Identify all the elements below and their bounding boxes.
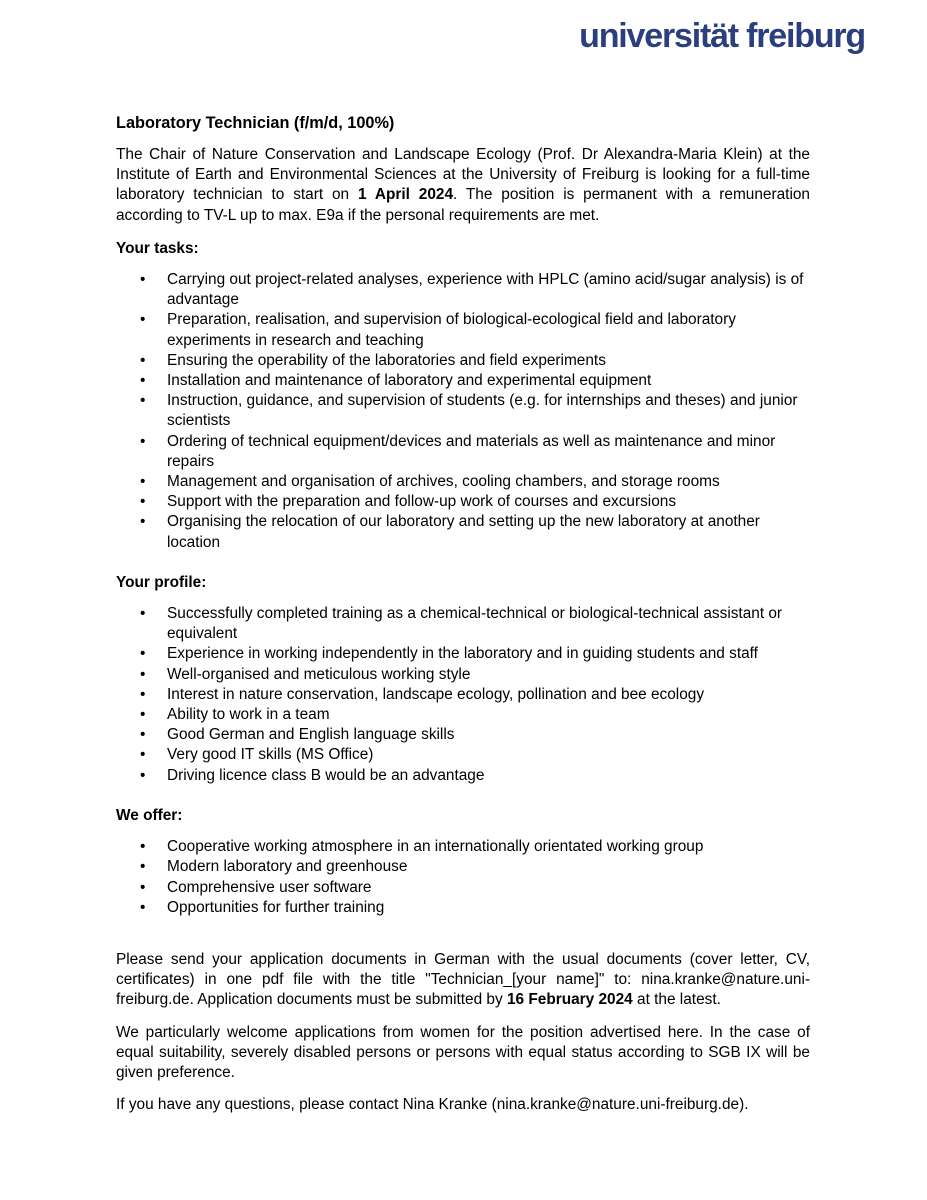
intro-text-1: The Chair of Nature Conservation and Landscape Ecology (Prof. Dr Alexandra-Maria Klein) at the Institute of Earth and Environmental Sciences at the University of Freiburg is looking for a full-time laboratory technician to start on — [116, 146, 810, 204]
list-item: • Comprehensive user software — [116, 878, 810, 898]
list-item: • Good German and English language skills — [116, 725, 810, 745]
list-item: • Interest in nature conservation, landscape ecology, pollination and bee ecology — [116, 685, 810, 705]
offer-list — [116, 837, 810, 918]
tasks-heading: Your tasks: — [116, 239, 199, 257]
application-paragraph — [116, 950, 810, 1011]
offer-heading: We offer: — [116, 806, 183, 824]
list-item: • Successfully completed training as a chemical-technical or biological-technical assistant or equivalent — [116, 604, 810, 644]
document-body — [116, 112, 810, 1127]
list-item: • Preparation, realisation, and supervision of biological-ecological field and laboratory experiments in research and teaching — [116, 310, 810, 350]
university-logo: universität freiburg — [579, 17, 865, 55]
list-item: • Organising the relocation of our laboratory and setting up the new laboratory at another location — [116, 512, 810, 552]
start-date: 1 April 2024 — [357, 186, 454, 204]
list-item: • Cooperative working atmosphere in an internationally orientated working group — [116, 837, 810, 857]
application-text-2: at the latest. — [632, 991, 721, 1009]
list-item: • Modern laboratory and greenhouse — [116, 857, 810, 877]
tasks-list — [116, 270, 810, 553]
list-item: • Opportunities for further training — [116, 898, 810, 918]
application-text-1: Please send your application documents in German with the usual documents (cover letter, CV, certificates) in one pdf file with the title "Technician_[your name]" to: nina.kranke@nature.uni-freiburg.de. Application documents must be submitted by — [116, 950, 810, 1009]
list-item: • Experience in working independently in the laboratory and in guiding students and staff — [116, 644, 810, 664]
diversity-paragraph: We particularly welcome applications from women for the position advertised here. In the case of equal suitability, severely disabled persons or persons with equal status according to SGB IX will be given preference. — [116, 1023, 810, 1081]
list-item: • Well-organised and meticulous working style — [116, 665, 810, 685]
list-item: • Ability to work in a team — [116, 705, 810, 725]
intro-paragraph — [116, 145, 810, 226]
list-item: • Ensuring the operability of the laboratories and field experiments — [116, 351, 810, 371]
profile-list — [116, 604, 810, 786]
list-item: • Installation and maintenance of laboratory and experimental equipment — [116, 371, 810, 391]
contact-paragraph: If you have any questions, please contact Nina Kranke (nina.kranke@nature.uni-freiburg.de). — [116, 1096, 749, 1114]
intro-text-2: . The position is permanent with a remuneration according to TV-L up to max. E9a if the personal requirements are met. — [116, 186, 810, 224]
list-item: • Carrying out project-related analyses, experience with HPLC (amino acid/sugar analysis) is of advantage — [116, 270, 810, 310]
list-item: • Very good IT skills (MS Office) — [116, 745, 810, 765]
application-deadline: 16 February 2024 — [506, 991, 633, 1009]
list-item: • Driving licence class B would be an advantage — [116, 766, 810, 786]
list-item: • Management and organisation of archives, cooling chambers, and storage rooms — [116, 472, 810, 492]
list-item: • Ordering of technical equipment/devices and materials as well as maintenance and minor repairs — [116, 432, 810, 472]
profile-heading: Your profile: — [116, 573, 207, 591]
list-item: • Support with the preparation and follow-up work of courses and excursions — [116, 492, 810, 512]
list-item: • Instruction, guidance, and supervision of students (e.g. for internships and theses) and junior scientists — [116, 391, 810, 431]
job-title: Laboratory Technician (f/m/d, 100%) — [116, 114, 395, 132]
